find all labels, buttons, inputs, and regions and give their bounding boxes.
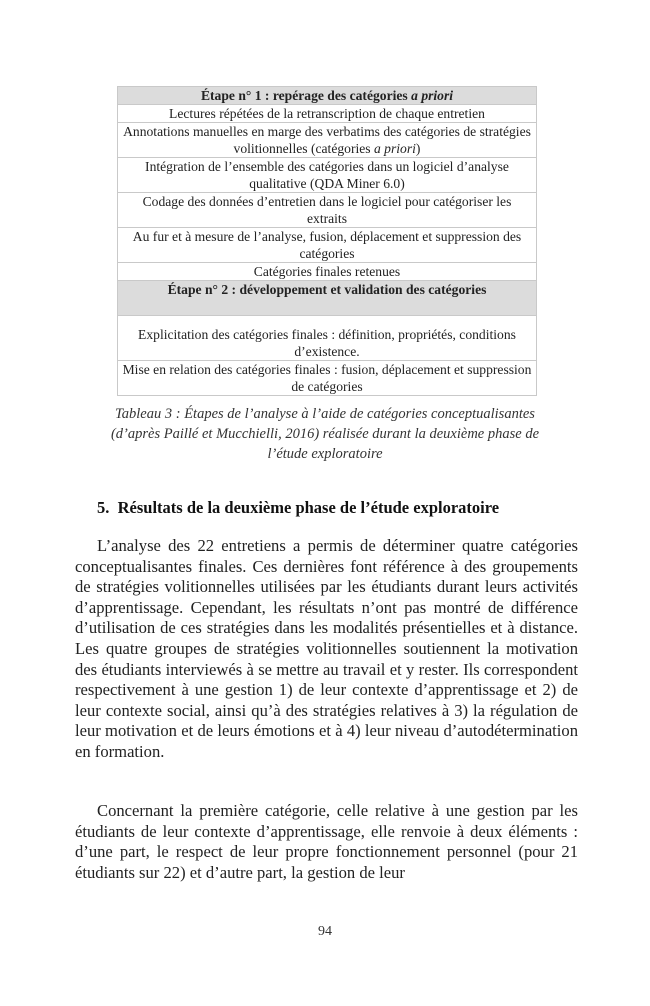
table-cell — [118, 123, 537, 158]
paragraph-text: L’analyse des 22 entretiens a permis de déterminer quatre catégories conceptualisantes finales. Ces dernières font référence à des groupements de stratégies volitionnelles utilisées par les étudiants durant leurs activités d’apprentissage. Cependant, les résultats n’ont pas montré de différence d’utilisation de ces stratégies dans les modalités présentielles et à distance. Les quatre groupes de stratégies volitionnelles soutiennent la motivation des étudiants interviewés à se mettre au travail et y rester. Ils correspondent respectivement à une gestion 1) de leur contexte d’apprentissage et 2) de leur contexte social, ainsi qu’à des stratégies relatives à 3) la régulation de leur motivation et de leurs émotions et à 4) leur niveau d’autodétermination en formation. — [75, 536, 578, 761]
table-row — [118, 361, 537, 396]
paragraph-2 — [75, 801, 578, 883]
table-row — [118, 228, 537, 263]
table-cell: Explicitation des catégories finales : définition, propriétés, conditions d’existence. — [118, 316, 537, 361]
table-row — [118, 316, 537, 361]
cell-text: Annotations manuelles en marge des verbatims des catégories de stratégies volitionnelles (catégories — [123, 124, 531, 156]
section-number: 5. — [97, 498, 110, 517]
page-number: 94 — [318, 924, 332, 939]
analysis-steps-table — [117, 86, 537, 396]
table-row — [118, 123, 537, 158]
step1-title: Étape n° 1 : repérage des catégories — [200, 88, 408, 103]
step2-header-row — [118, 281, 537, 316]
table-row — [118, 158, 537, 193]
step1-header-row — [118, 87, 537, 105]
table-caption: Tableau 3 : Étapes de l’analyse à l’aide de catégories conceptualisantes (d’après Paillé et Mucchielli, 2016) réalisée durant la deuxième phase de l’étude exploratoire — [110, 406, 540, 462]
table-cell: Au fur et à mesure de l’analyse, fusion, déplacement et suppression des catégories — [118, 228, 537, 263]
step1-header — [118, 87, 537, 105]
table-cell: Codage des données d’entretien dans le logiciel pour catégoriser les extraits — [118, 193, 537, 228]
table-cell: Lectures répétées de la retranscription de chaque entretien — [118, 105, 537, 123]
table-cell: Mise en relation des catégories finales : fusion, déplacement et suppression de catégories — [118, 361, 537, 396]
cell-text-end: ) — [415, 141, 421, 156]
table-row — [118, 105, 537, 123]
table-cell: Catégories finales retenues — [118, 263, 537, 281]
paragraph-text: Concernant la première catégorie, celle relative à une gestion par les étudiants de leur contexte d’apprentissage, elle renvoie à deux éléments : d’une part, le respect de leur propre fonctionnement personnel (pour 21 étudiants sur 22) et d’autre part, la gestion de leur — [75, 801, 578, 882]
step1-title-em: a priori — [411, 88, 454, 103]
table-cell: Intégration de l’ensemble des catégories dans un logiciel d’analyse qualitative (QDA Miner 6.0) — [118, 158, 537, 193]
table-row — [118, 193, 537, 228]
cell-text-em: a priori — [373, 141, 416, 156]
section-heading — [97, 497, 577, 519]
step2-header: Étape n° 2 : développement et validation des catégories — [118, 281, 537, 316]
paragraph-1 — [75, 536, 578, 763]
table-row — [118, 263, 537, 281]
section-title: Résultats de la deuxième phase de l’étude exploratoire — [117, 498, 500, 517]
